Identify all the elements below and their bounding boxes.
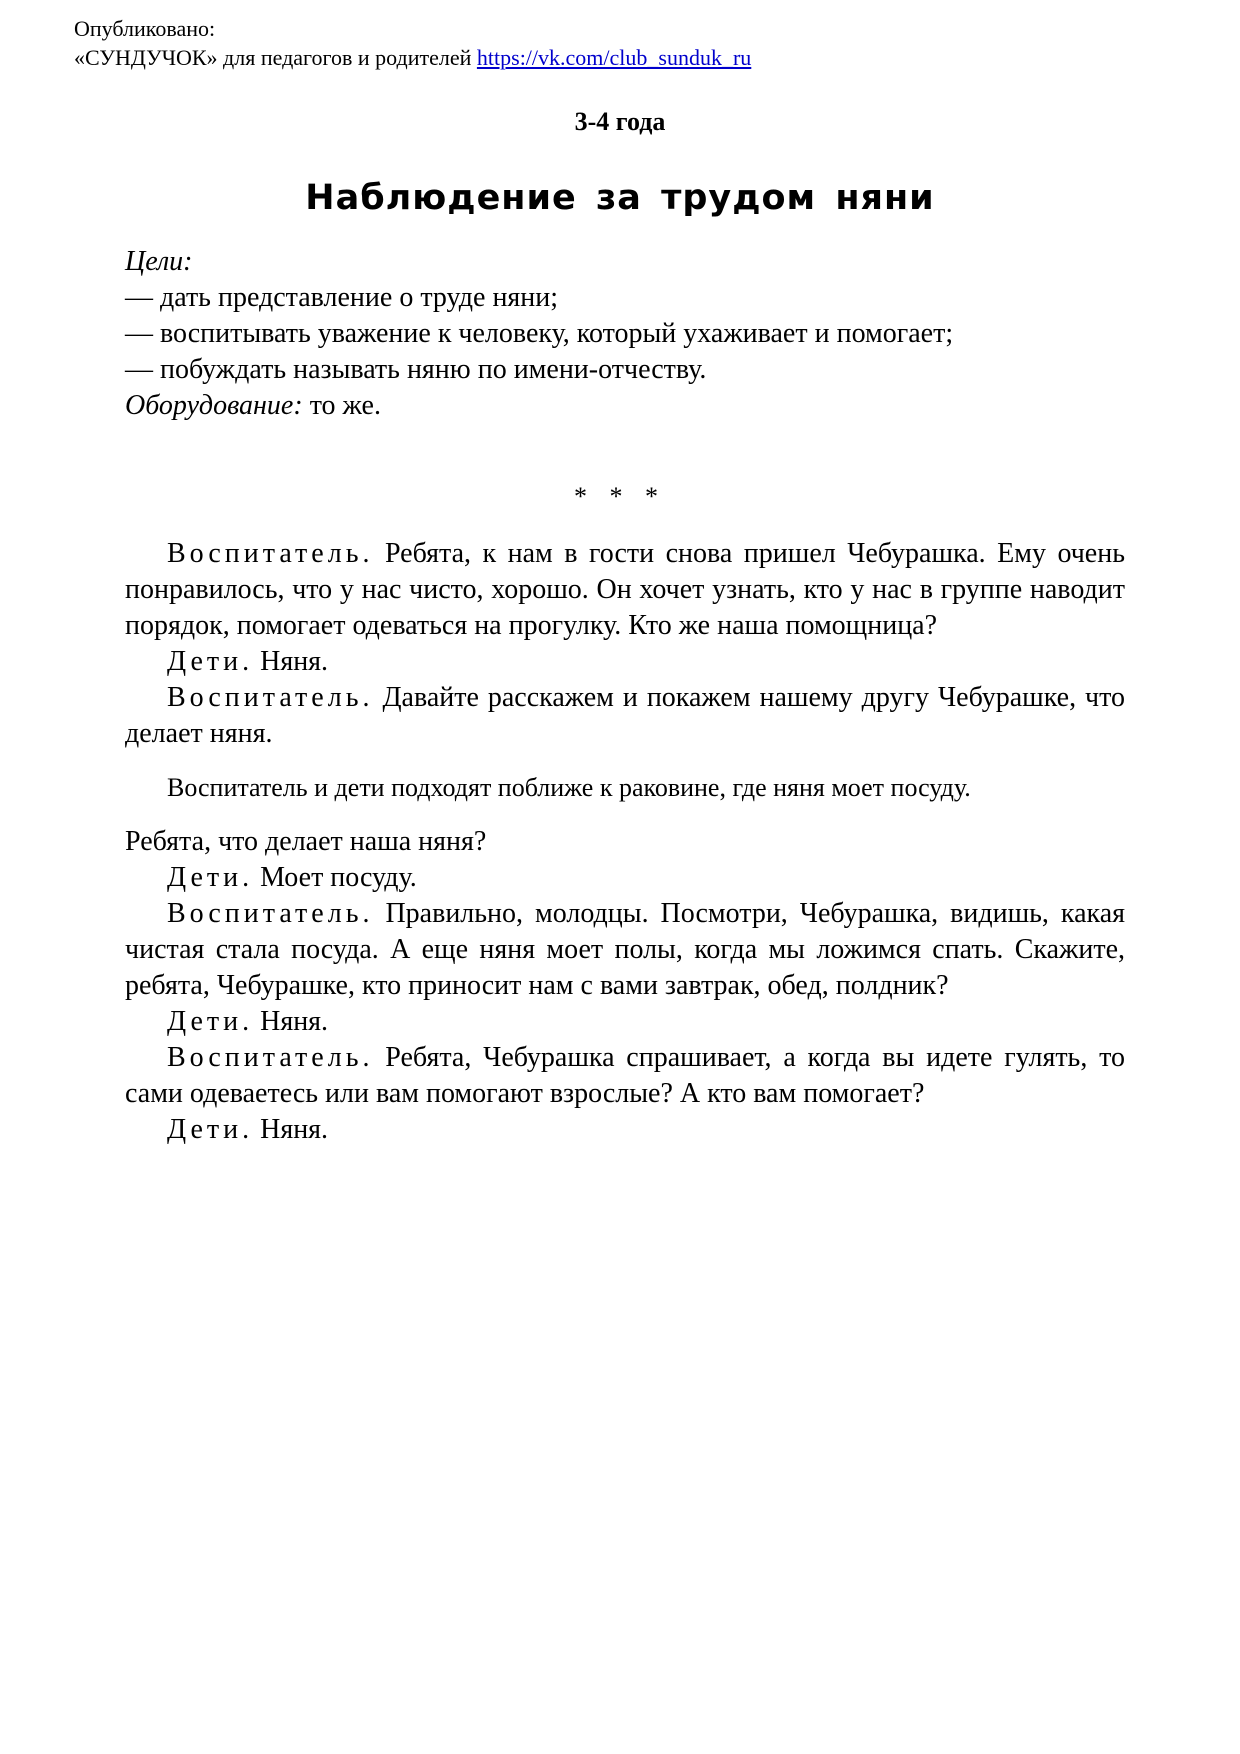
stage-remark: Воспитатель и дети подходят поближе к раковине, где няня моет посуду. xyxy=(167,773,971,802)
age-group: 3-4 года xyxy=(574,107,666,136)
line-text: Няня. xyxy=(253,646,329,677)
equipment-line xyxy=(125,388,1125,424)
goal-item: — побуждать называть няню по имени-отчеству. xyxy=(125,354,707,385)
line-text: Правильно, молодцы. Посмотри, Чебурашка, видишь, какая чистая стала посуда. А еще няня моет полы, когда мы ложимся спать. Скажите, ребята, Чебурашке, кто приносит нам с вами завтрак, обед, полдник? xyxy=(125,898,1125,1001)
dialog-line xyxy=(125,896,1125,1004)
speaker-name: Дети. xyxy=(167,646,254,677)
line-text: Ребята, Чебурашка спрашивает, а когда вы идете гулять, то сами одеваетесь или вам помогают взрослые? А кто вам помогает? xyxy=(125,1042,1125,1109)
dialog-line: Ребята, что делает наша няня? xyxy=(125,826,487,857)
dialog-line xyxy=(125,1040,1125,1112)
speaker-name: Воспитатель. xyxy=(167,898,374,929)
line-text: Няня. xyxy=(253,1114,329,1145)
dialog-line xyxy=(125,536,1125,644)
dialog-line xyxy=(125,1112,1125,1148)
dialog xyxy=(125,536,1125,1148)
equipment-label: Оборудование: xyxy=(125,390,303,421)
dialog-line xyxy=(125,680,1125,752)
separator: * * * xyxy=(574,482,666,511)
speaker-name: Дети. xyxy=(167,862,254,893)
goal-item: — дать представление о труде няни; xyxy=(125,282,559,313)
line-text: Ребята, к нам в гости снова пришел Чебурашка. Ему очень понравилось, что у нас чисто, хорошо. Он хочет узнать, кто у нас в группе наводит порядок, помогает одеваться на прогулку. Кто же наша помощница? xyxy=(125,538,1125,641)
speaker-name: Воспитатель. xyxy=(167,682,374,713)
source-name: «СУНДУЧОК» для педагогов и родителей xyxy=(74,45,472,70)
line-text: Няня. xyxy=(253,1006,329,1037)
speaker-name: Воспитатель. xyxy=(167,1042,374,1073)
line-text: Моет посуду. xyxy=(253,862,417,893)
source-link[interactable]: https://vk.com/club_sunduk_ru xyxy=(476,45,752,70)
equipment-value: то же. xyxy=(302,390,381,421)
goals-section xyxy=(125,244,1125,424)
publication-note xyxy=(74,14,751,72)
page-title: Наблюдение за трудом няни xyxy=(305,178,935,218)
speaker-name: Воспитатель. xyxy=(167,538,374,569)
dialog-line xyxy=(125,860,1125,896)
speaker-name: Дети. xyxy=(167,1114,254,1145)
goals-label: Цели: xyxy=(125,246,193,277)
line-text: Давайте расскажем и покажем нашему другу Чебурашке, что делает няня. xyxy=(125,682,1125,749)
speaker-name: Дети. xyxy=(167,1006,254,1037)
source-line xyxy=(74,43,751,72)
goal-item: — воспитывать уважение к человеку, который ухаживает и помогает; xyxy=(125,318,954,349)
published-label: Опубликовано: xyxy=(74,16,216,41)
dialog-line xyxy=(125,644,1125,680)
dialog-line xyxy=(125,1004,1125,1040)
